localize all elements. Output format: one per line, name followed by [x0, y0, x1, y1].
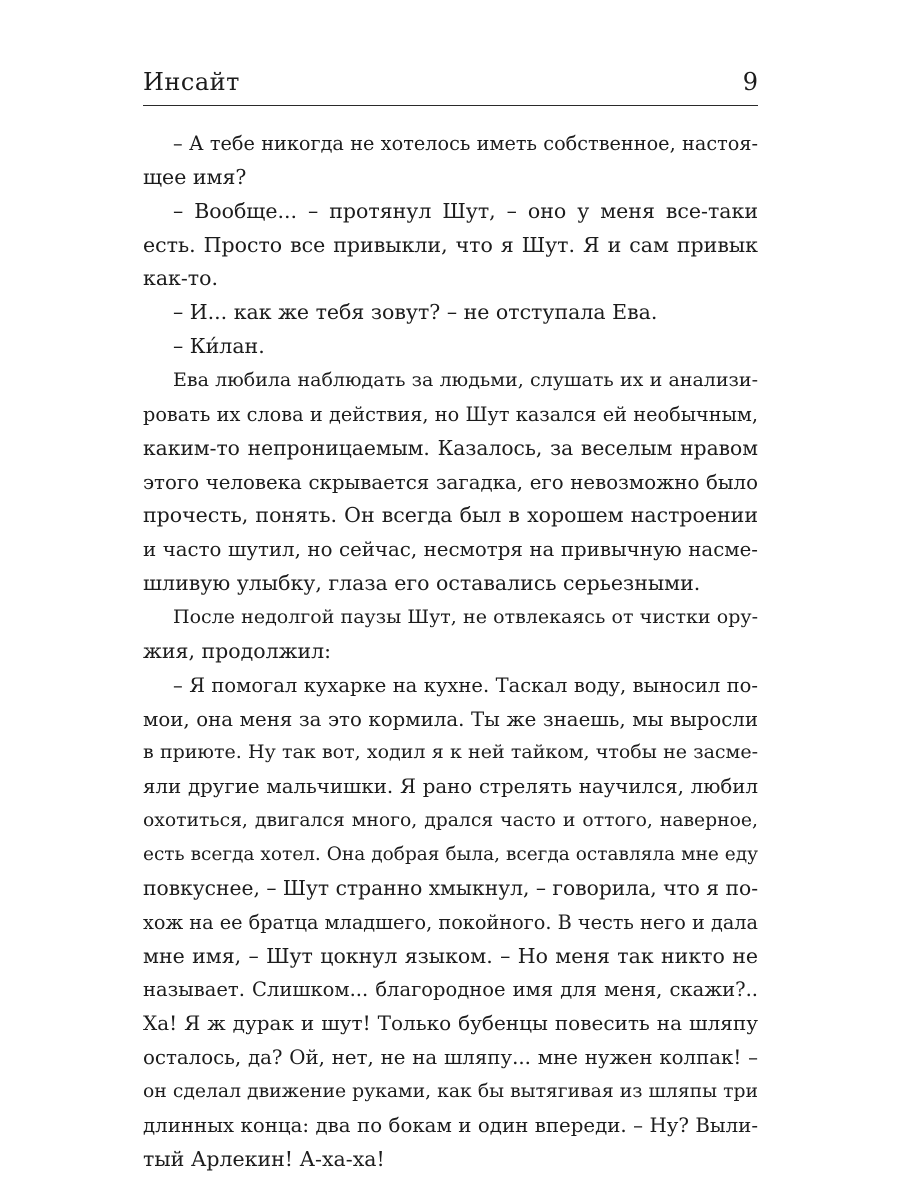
header-rule [143, 105, 758, 106]
text-line: После недолгой паузы Шут, не отвлекаясь от чистки ору- [173, 606, 758, 629]
text-line: есть. Просто все привыкли, что я Шут. Я и сам привык [143, 232, 758, 257]
text-line: – И... как же тебя зовут? – не отступала Ева. [173, 300, 658, 325]
text-line: Ха! Я ж дурак и шут! Только бубенцы повесить на шляпу [143, 1011, 758, 1036]
body-text [143, 127, 758, 1177]
text-line: тый Арлекин! А-ха-ха! [143, 1146, 385, 1171]
text-line: прочесть, понять. Он всегда был в хорошем настроении [143, 503, 758, 528]
text-line: повкуснее, – Шут странно хмыкнул, – говорила, что я по- [143, 875, 759, 900]
text-line: в приюте. Ну так вот, ходил я к ней тайком, чтобы не засме- [143, 741, 758, 764]
text-line: охотиться, двигался много, дрался часто и оттого, наверное, [143, 810, 758, 832]
text-line: и часто шутил, но сейчас, несмотря на привычную насме- [143, 538, 758, 562]
text-line: – Вообще... – протянул Шут, – оно у меня все-таки [173, 198, 758, 223]
text-line: мне имя, – Шут цокнул языком. – Но меня так никто не [143, 943, 758, 968]
text-line: щее имя? [143, 164, 247, 189]
text-line: ровать их слова и действия, но Шут казался ей необычным, [143, 402, 758, 426]
text-line: он сделал движение руками, как бы вытягивая из шляпы три [143, 1081, 758, 1103]
text-line: есть всегда хотел. Она добрая была, всегда оставляла мне еду [143, 844, 758, 866]
text-line: этого человека скрывается загадка, его невозможно было [143, 470, 758, 494]
text-line: Ева любила наблюдать за людьми, слушать их и анализи- [173, 369, 758, 392]
running-head [143, 66, 758, 106]
text-line: – Я помогал кухарке на кухне. Таскал воду, выносил по- [173, 673, 758, 697]
text-line: – Ки́лан. [173, 334, 265, 359]
text-line: как-то. [143, 266, 218, 291]
running-title: Инсайт [143, 68, 240, 96]
text-line: длинных конца: два по бокам и один впереди. – Ну? Выли- [143, 1113, 758, 1137]
text-line: мои, она меня за это кормила. Ты же знаешь, мы выросли [143, 707, 758, 731]
text-line: – А тебе никогда не хотелось иметь собственное, настоя- [173, 132, 758, 155]
text-line: называет. Слишком... благородное имя для меня, скажи?.. [143, 978, 758, 1002]
text-line: жия, продолжил: [143, 638, 332, 663]
page-number: 9 [742, 68, 758, 96]
text-line: яли другие мальчишки. Я рано стрелять научился, любил [143, 775, 758, 799]
text-line: шливую улыбку, глаза его оставались серьезными. [143, 571, 701, 596]
text-line: каким-то непроницаемым. Казалось, за веселым нравом [143, 435, 758, 460]
text-line: осталось, да? Ой, нет, не на шляпу... мне нужен колпак! – [143, 1046, 758, 1070]
text-line: хож на ее братца младшего, покойного. В честь него и дала [143, 910, 758, 934]
